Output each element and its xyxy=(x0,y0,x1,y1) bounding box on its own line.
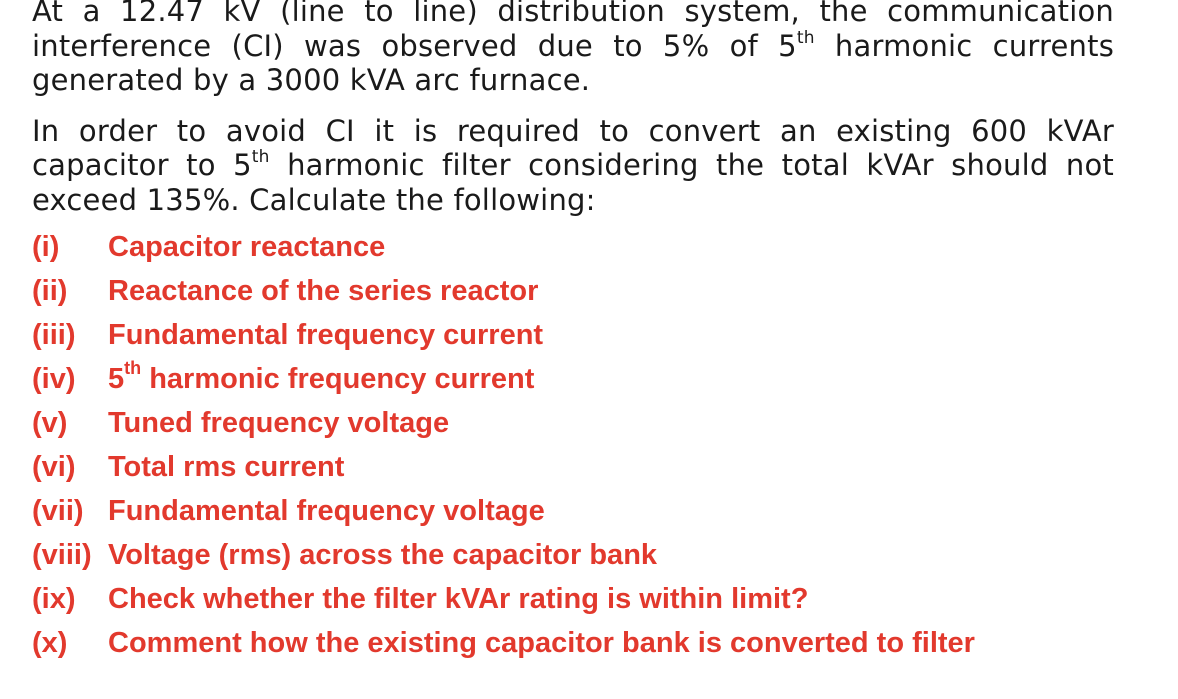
paragraph-text: At a 12.47 kV (line to line) distribution system, the communication interference (CI) was observed due to 5% of 5 xyxy=(32,0,1114,63)
item-text: Tuned frequency voltage xyxy=(108,406,450,439)
list-item xyxy=(32,357,1114,401)
item-text: Fundamental frequency current xyxy=(108,318,544,351)
item-text: Fundamental frequency voltage xyxy=(108,494,545,527)
item-text-group xyxy=(108,357,535,396)
item-text: Capacitor reactance xyxy=(108,230,386,263)
list-item xyxy=(32,313,1114,357)
item-text: Voltage (rms) across the capacitor bank xyxy=(108,538,658,571)
list-item xyxy=(32,621,1114,665)
list-item xyxy=(32,577,1114,621)
task-statement-paragraph xyxy=(32,114,1114,218)
item-text: Comment how the existing capacitor bank is converted to filter xyxy=(108,626,975,659)
item-number: (iv) xyxy=(32,362,76,395)
item-text-prefix: 5 xyxy=(108,362,125,395)
list-item xyxy=(32,489,1114,533)
list-item xyxy=(32,269,1114,313)
item-text: Check whether the filter kVAr rating is within limit? xyxy=(108,582,809,615)
item-number: (i) xyxy=(32,230,60,263)
list-item xyxy=(32,445,1114,489)
item-number: (vii) xyxy=(32,494,84,527)
item-number: (ii) xyxy=(32,274,68,307)
superscript: th xyxy=(124,357,142,378)
list-item xyxy=(32,401,1114,445)
item-number: (viii) xyxy=(32,538,92,571)
item-text: Total rms current xyxy=(108,450,345,483)
problem-statement-paragraph xyxy=(32,0,1114,98)
list-item xyxy=(32,533,1114,577)
item-number: (vi) xyxy=(32,450,76,483)
paragraph-text: In order to avoid CI it is required to convert an existing 600 kVAr capacitor to 5 xyxy=(32,113,1114,182)
item-text: Reactance of the series reactor xyxy=(108,274,539,307)
item-number: (iii) xyxy=(32,318,76,351)
paragraph-text: harmonic currents generated by a 3000 kVA arc furnace. xyxy=(32,28,1115,97)
superscript: th xyxy=(251,147,270,168)
item-number: (ix) xyxy=(32,582,76,615)
superscript: th xyxy=(796,27,815,48)
list-item xyxy=(32,225,1114,269)
item-number: (v) xyxy=(32,406,68,439)
paragraph-text: harmonic filter considering the total kVAr should not exceed 135%. Calculate the following: xyxy=(32,148,1114,217)
calculation-list xyxy=(32,225,1114,665)
item-number: (x) xyxy=(32,626,68,659)
item-text: harmonic frequency current xyxy=(141,362,535,395)
